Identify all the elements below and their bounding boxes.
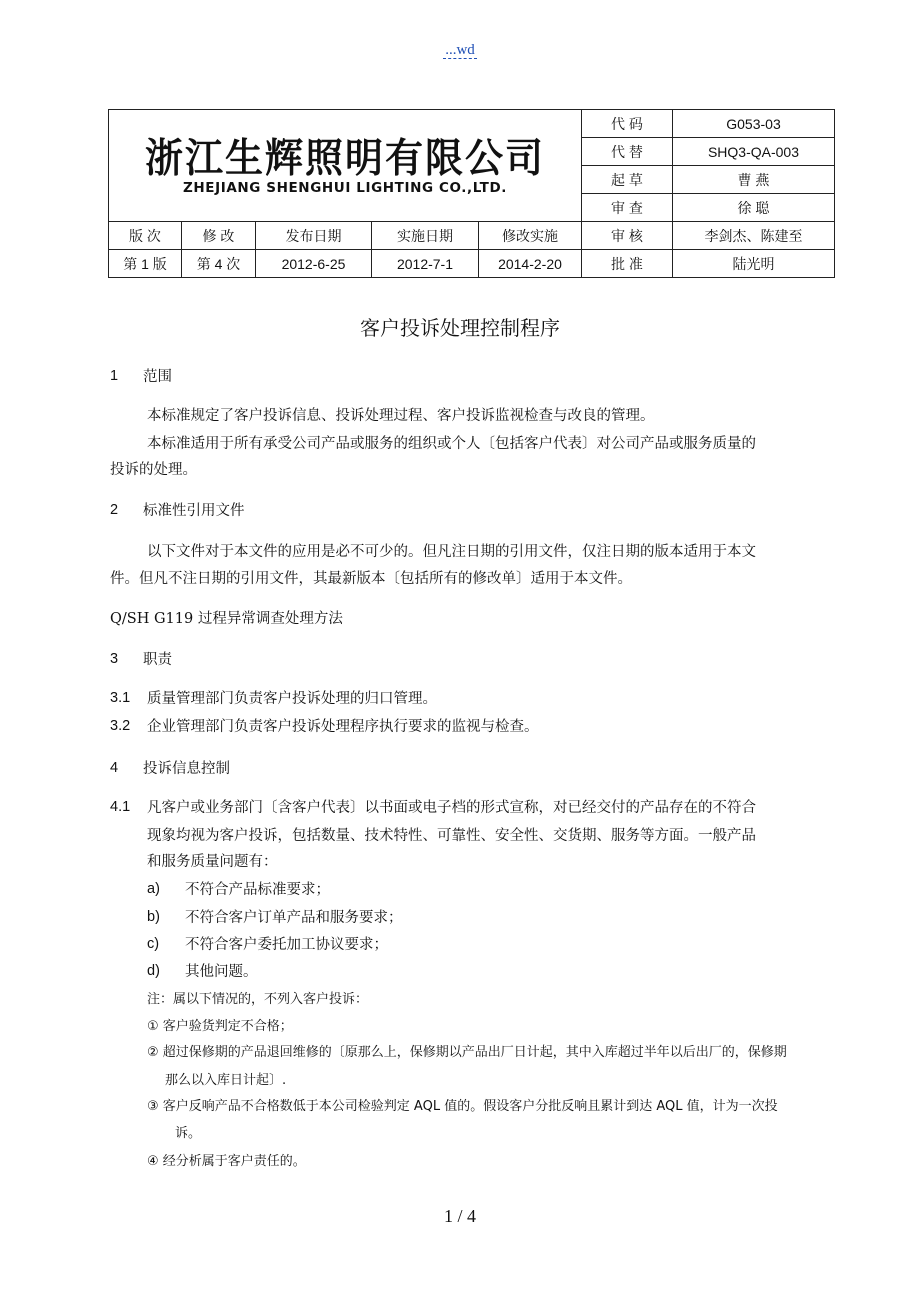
draft-label: 起 草 (582, 166, 673, 194)
approve-value: 陆光明 (673, 250, 835, 278)
document-info-table (108, 109, 835, 278)
item-3-1-text: 质量管理部门负责客户投诉处理的归口管理。 (147, 691, 437, 707)
section-1-title: 范围 (143, 369, 172, 385)
modify-date-value: 2014-2-20 (479, 250, 582, 278)
item-3-2-number: 3.2 (110, 718, 131, 734)
section-4-title: 投诉信息控制 (143, 761, 230, 777)
section-3-number: 3 (110, 651, 119, 667)
section-2-paragraph: 以下文件对于本文件的应用是必不可少的。但凡注日期的引用文件，仅注日期的版本适用于本文 (147, 544, 756, 560)
check-label: 审 查 (582, 194, 673, 222)
modify-date-header: 修改实施 (479, 222, 582, 250)
item-4-1-number: 4.1 (110, 799, 131, 815)
list-item-mark: b) (147, 909, 160, 925)
replace-value: SHQ3-QA-003 (673, 138, 835, 166)
note-item: ① 客户验货判定不合格； (147, 1019, 293, 1034)
effective-date-header: 实施日期 (372, 222, 479, 250)
section-2-reference: Q/SH G119 过程异常调查处理方法 (110, 611, 343, 627)
edition-header: 版 次 (109, 222, 182, 250)
list-item-mark: d) (147, 963, 160, 979)
document-title: 客户投诉处理控制程序 (360, 316, 560, 340)
section-2-title: 标准性引用文件 (143, 503, 245, 519)
section-1-paragraph: 本标准规定了客户投诉信息、投诉处理过程、客户投诉监视检查与改良的管理。 (147, 408, 655, 424)
issue-date-value: 2012-6-25 (256, 250, 372, 278)
note-item: ④ 经分析属于客户责任的。 (147, 1154, 306, 1169)
approve-label: 批 准 (582, 250, 673, 278)
note-item: 那么以入库日计起〕. (165, 1073, 287, 1088)
list-item-text: 不符合产品标准要求； (185, 882, 330, 898)
section-1-paragraph: 本标准适用于所有承受公司产品或服务的组织或个人〔包括客户代表〕对公司产品或服务质量的 (147, 436, 756, 452)
section-2-paragraph: 件。但凡不注日期的引用文件，其最新版本〔包括所有的修改单〕适用于本文件。 (110, 571, 632, 587)
section-1-paragraph: 投诉的处理。 (110, 462, 197, 478)
revision-value: 第 4 次 (182, 250, 256, 278)
list-item-text: 其他问题。 (185, 964, 258, 980)
item-4-1-text: 凡客户或业务部门〔含客户代表〕以书面或电子档的形式宣称，对已经交付的产品存在的不符合 (147, 800, 756, 816)
note-item: ② 超过保修期的产品退回维修的〔原那么上，保修期以产品出厂日计起，其中入库超过半年以后出厂的，保修期 (147, 1045, 787, 1060)
page-number: 1 / 4 (443, 1206, 476, 1226)
edition-value: 第 1 版 (109, 250, 182, 278)
list-item-text: 不符合客户委托加工协议要求； (185, 937, 388, 953)
effective-date-value: 2012-7-1 (372, 250, 479, 278)
company-logo: 浙江生辉照明有限公司 ZHEJIANG SHENGHUI LIGHTING CO.,LTD. (109, 110, 582, 222)
item-3-2-text: 企业管理部门负责客户投诉处理程序执行要求的监视与检查。 (147, 719, 539, 735)
review-value: 李剑杰、陈建至 (673, 222, 835, 250)
note-item: ③ 客户反响产品不合格数低于本公司检验判定 AQL 值的。假设客户分批反响且累计到达 AQL 值，计为一次投 (147, 1099, 778, 1114)
note-item: 诉。 (175, 1126, 202, 1141)
section-4-number: 4 (110, 760, 119, 776)
list-item-text: 不符合客户订单产品和服务要求； (185, 910, 403, 926)
list-item-mark: c) (147, 936, 160, 952)
note-title: 注：属以下情况的，不列入客户投诉： (147, 992, 369, 1007)
item-4-1-text: 和服务质量问题有： (147, 854, 278, 870)
section-1-number: 1 (110, 368, 119, 384)
revision-header: 修 改 (182, 222, 256, 250)
header-link[interactable]: ...wd (445, 42, 475, 58)
code-value: G053-03 (673, 110, 835, 138)
section-3-title: 职责 (143, 652, 172, 668)
code-label: 代 码 (582, 110, 673, 138)
section-2-number: 2 (110, 502, 119, 518)
review-label: 审 核 (582, 222, 673, 250)
check-value: 徐 聪 (673, 194, 835, 222)
item-3-1-number: 3.1 (110, 690, 131, 706)
list-item-mark: a) (147, 881, 160, 897)
draft-value: 曹 燕 (673, 166, 835, 194)
issue-date-header: 发布日期 (256, 222, 372, 250)
item-4-1-text: 现象均视为客户投诉，包括数量、技术特性、可靠性、安全性、交货期、服务等方面。一般产品 (147, 828, 756, 844)
replace-label: 代 替 (582, 138, 673, 166)
